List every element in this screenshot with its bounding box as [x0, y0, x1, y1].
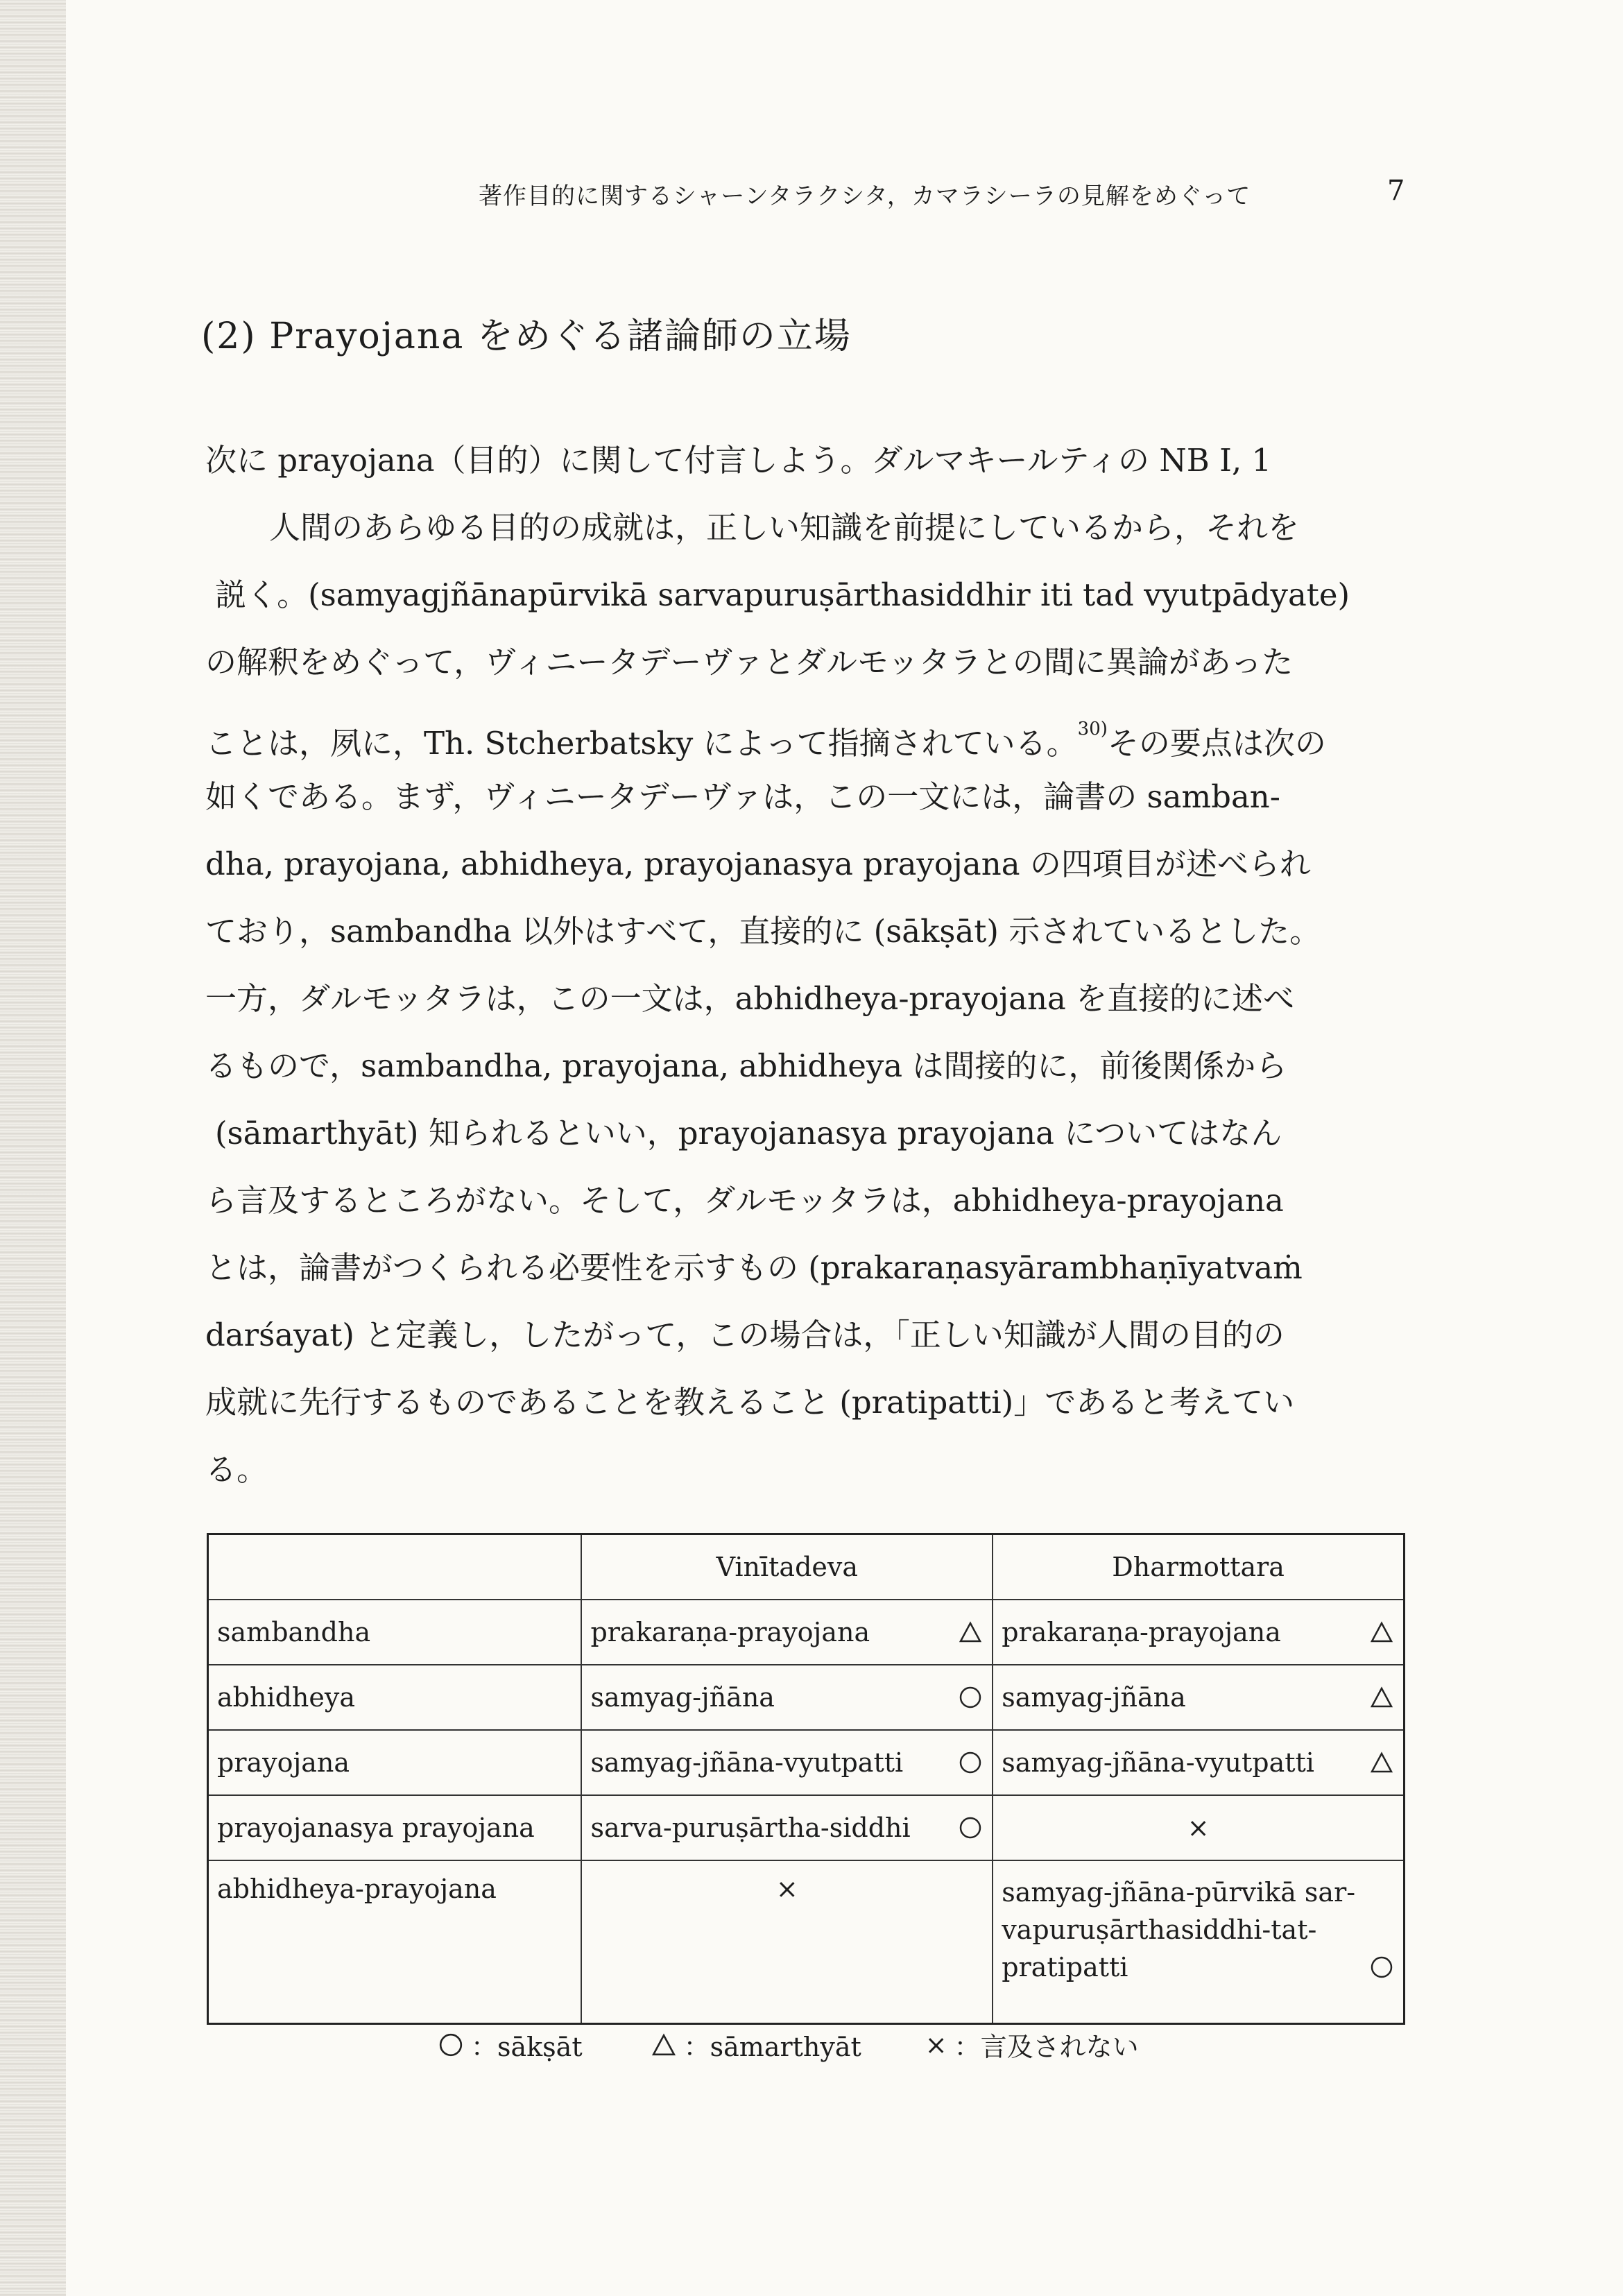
cell-text: prakaraṇa-prayojana: [590, 1617, 870, 1647]
vinitadeva-cell: [581, 1665, 993, 1730]
vinitadeva-cell: ×: [581, 1860, 993, 2024]
paragraph-line: の解釈をめぐって，ヴィニータデーヴァとダルモッタラとの間に異論があった: [205, 644, 1294, 680]
table-legend: [433, 2025, 1474, 2064]
footnote-reference: 30): [1077, 719, 1108, 739]
triangle-icon: [1368, 1749, 1395, 1776]
vinitadeva-cell: [581, 1600, 993, 1665]
table-row: [208, 1600, 1405, 1665]
paragraph-line: る。: [205, 1451, 268, 1488]
dharmottara-cell: [993, 1730, 1404, 1795]
cell-text: sarva-puruṣārtha-siddhi: [590, 1813, 911, 1843]
cell-text: samyag-jñāna: [590, 1682, 775, 1713]
running-title: 著作目的に関するシャーンタラクシタ，カマラシーラの見解をめぐって: [479, 182, 1251, 210]
vinitadeva-cell: [581, 1795, 993, 1860]
dharmottara-cell: [993, 1665, 1404, 1730]
comparison-table: [207, 1533, 1405, 2025]
legend-label: ：sākṣāt: [471, 2032, 583, 2062]
table-row: [208, 1860, 1405, 2024]
paragraph-text: その要点は次の: [1107, 725, 1326, 762]
triangle-icon: [1368, 1619, 1395, 1645]
scanned-page-edge: [0, 0, 66, 2296]
legend-triangle: [646, 2025, 861, 2064]
paragraph-line: dha, prayojana, abhidheya, prayojanasya prayojana の四項目が述べられ: [205, 846, 1311, 882]
table-header-row: [208, 1534, 1405, 1600]
triangle-icon: [1368, 1684, 1395, 1711]
triangle-icon: [651, 2032, 677, 2058]
paragraph-line: ら言及するところがない。そして，ダルモッタラは，abhidheya-prayojana: [205, 1182, 1284, 1219]
row-label: prayojana: [208, 1730, 582, 1795]
legend-cross: [925, 2025, 1139, 2064]
paragraph-line: 次に prayojana（目的）に関して付言しよう。ダルマキールティの NB I, 1: [205, 442, 1272, 479]
vinitadeva-cell: [581, 1730, 993, 1795]
cell-text-line: samyag-jñāna-pūrvikā sar-: [1002, 1877, 1356, 1908]
body-paragraph: [205, 427, 1439, 1503]
circle-icon: [438, 2032, 464, 2058]
table-header-dharmottara: Dharmottara: [993, 1534, 1404, 1600]
cell-text-line: vapuruṣārthasiddhi-tat-: [1002, 1914, 1317, 1945]
cell-text: samyag-jñāna: [1002, 1682, 1186, 1713]
cell-text-line: pratipatti: [1002, 1952, 1128, 1982]
paragraph-line: 一方，ダルモッタラは，この一文は，abhidheya-prayojana を直接的に述べ: [205, 980, 1295, 1017]
circle-icon: [957, 1749, 984, 1776]
cross-symbol: ×: [925, 2029, 947, 2060]
table-row: [208, 1730, 1405, 1795]
cell-text: samyag-jñāna-vyutpatti: [1002, 1747, 1314, 1778]
legend-circle: [433, 2025, 583, 2064]
paragraph-line: [205, 696, 1439, 763]
row-label: sambandha: [208, 1600, 582, 1665]
paragraph-line: 如くである。まず，ヴィニータデーヴァは，この一文には，論書の samban-: [205, 778, 1280, 815]
paragraph-text: ことは，夙に，Th. Stcherbatsky によって指摘されている。: [205, 725, 1078, 762]
legend-label: ：sāmarthyāt: [683, 2032, 861, 2062]
triangle-icon: [957, 1619, 984, 1645]
cell-text: prakaraṇa-prayojana: [1002, 1617, 1281, 1647]
paragraph-line: るもので，sambandha, prayojana, abhidheya は間接的に，前後関係から: [205, 1047, 1287, 1084]
dharmottara-cell: ×: [993, 1795, 1404, 1860]
dharmottara-cell: [993, 1600, 1404, 1665]
legend-label: ：言及されない: [954, 2032, 1139, 2062]
section-heading: (2) Prayojana をめぐる諸論師の立場: [201, 316, 852, 357]
table-header-vinitadeva: Vinītadeva: [581, 1534, 993, 1600]
row-label: abhidheya: [208, 1665, 582, 1730]
table-header-empty: [208, 1534, 582, 1600]
paragraph-line: 説く。(samyagjñānapūrvikā sarvapuruṣārthasiddhir iti tad vyutpādyate): [215, 576, 1350, 613]
paragraph-line: 人間のあらゆる目的の成就は，正しい知識を前提にしているから，それを: [269, 509, 1300, 546]
paragraph-line: darśayat) と定義し，したがって，この場合は，「正しい知識が人間の目的の: [205, 1317, 1285, 1353]
paragraph-line: 成就に先行するものであることを教えること (pratipatti)」であると考えてい: [205, 1384, 1295, 1421]
paragraph-line: (sāmarthyāt) 知られるといい，prayojanasya prayojana についてはなん: [215, 1115, 1282, 1151]
table-row: [208, 1665, 1405, 1730]
cell-text: samyag-jñāna-vyutpatti: [590, 1747, 904, 1778]
row-label: abhidheya-prayojana: [208, 1860, 582, 2024]
dharmottara-cell: [993, 1860, 1404, 2024]
paragraph-line: とは，論書がつくられる必要性を示すもの (prakaraṇasyārambhaṇīyatvaṁ: [205, 1249, 1303, 1286]
circle-icon: [957, 1684, 984, 1711]
circle-icon: [957, 1815, 984, 1841]
circle-icon: [1368, 1954, 1395, 1980]
row-label: prayojanasya prayojana: [208, 1795, 582, 1860]
paragraph-line: ており，sambandha 以外はすべて，直接的に (sākṣāt) 示されているとした。: [205, 913, 1321, 950]
page-number: 7: [1387, 175, 1405, 207]
table-row: [208, 1795, 1405, 1860]
